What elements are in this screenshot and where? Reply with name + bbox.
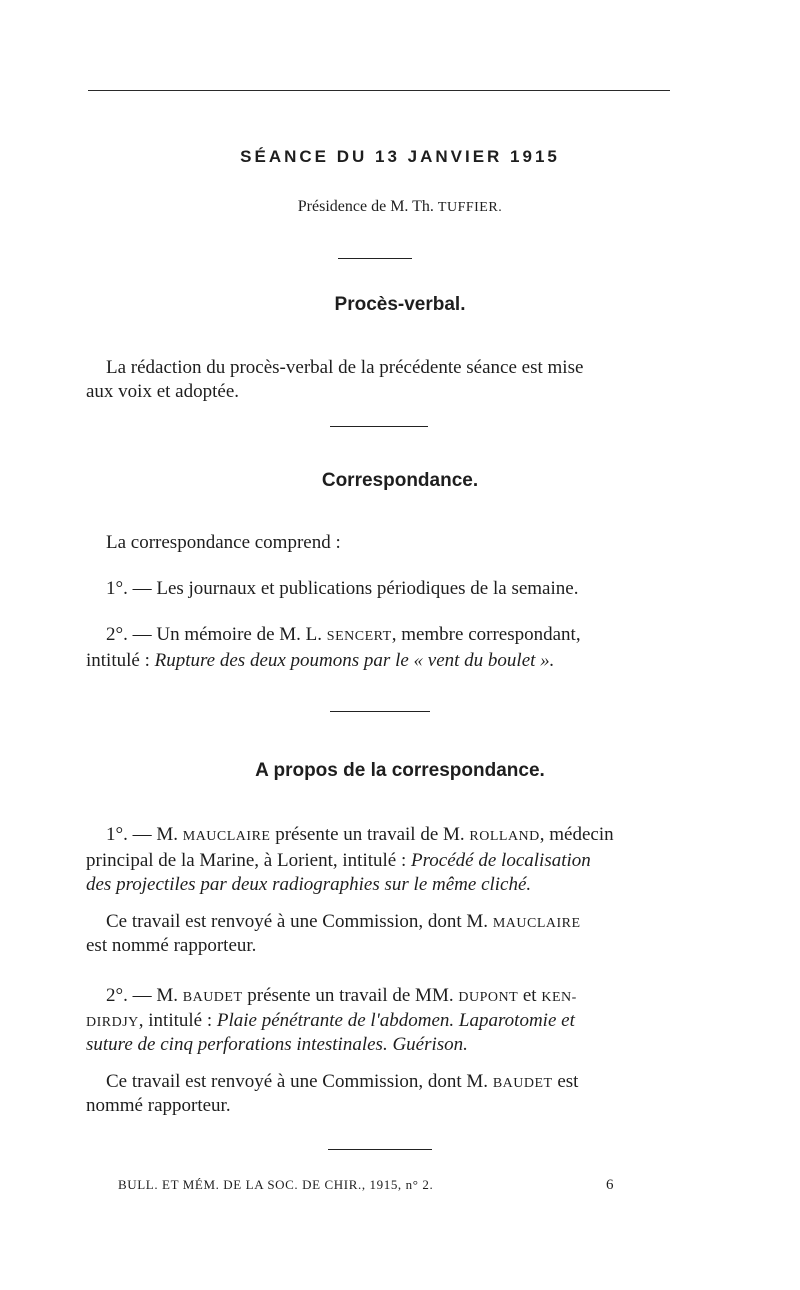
- text-run: présente un travail de MM.: [242, 985, 459, 1006]
- author-name: MAUCLAIRE: [492, 916, 581, 931]
- proces-verbal-heading: Procès-verbal.: [334, 294, 466, 315]
- text-run: est: [552, 1071, 579, 1092]
- correspondance-intro: La correspondance comprend :: [106, 532, 341, 553]
- text-run: Ce travail est renvoyé à une Commission, dont M.: [106, 1071, 493, 1092]
- text-run: Ce travail est renvoyé à une Commission, dont M.: [106, 911, 493, 932]
- a-propos-heading: A propos de la correspondance.: [255, 760, 545, 781]
- president-name: TUFFIER.: [437, 200, 503, 215]
- presidence-line: [0, 198, 800, 216]
- memoir-title: Rupture des deux poumons par le « vent du boulet ».: [154, 650, 555, 671]
- text-run: principal de la Marine, à Lorient, intitulé :: [86, 850, 412, 871]
- author-name: SENCERT: [326, 629, 392, 644]
- presidence-prefix: Présidence de M. Th.: [297, 198, 438, 215]
- author-name: KEN-: [541, 990, 577, 1005]
- text-run: , médecin: [539, 824, 614, 845]
- author-name: DUPONT: [458, 990, 519, 1005]
- a-propos-p4-line-2: nommé rapporteur.: [86, 1095, 231, 1116]
- top-rule: [88, 90, 670, 91]
- text-run: , membre correspondant,: [391, 624, 581, 645]
- a-propos-p1-line-1: [106, 822, 614, 850]
- section-separator: [338, 258, 412, 259]
- a-propos-p2-line-2: est nommé rapporteur.: [86, 935, 257, 956]
- author-name: DIRDJY: [86, 1015, 139, 1030]
- page-number: 6: [606, 1177, 615, 1193]
- text-run: et: [518, 985, 542, 1006]
- a-propos-p1-line-3: des projectiles par deux radiographies sur le même cliché.: [86, 874, 532, 895]
- author-name: ROLLAND: [469, 829, 540, 844]
- text-run: 1°. — M.: [106, 824, 183, 845]
- session-title: SÉANCE DU 13 JANVIER 1915: [240, 147, 560, 166]
- a-propos-p3-line-1: [106, 983, 577, 1011]
- text-run: , intitulé :: [138, 1010, 217, 1031]
- proces-verbal-line-1: La rédaction du procès-verbal de la précédente séance est mise: [106, 357, 584, 378]
- author-name: BAUDET: [182, 990, 243, 1005]
- text-run: 2°. — Un mémoire de M. L.: [106, 624, 327, 645]
- author-name: MAUCLAIRE: [182, 829, 271, 844]
- author-name: BAUDET: [492, 1076, 553, 1091]
- section-separator: [330, 711, 430, 712]
- work-title: Procédé de localisation: [411, 850, 591, 871]
- section-separator: [328, 1149, 432, 1150]
- footer-citation: BULL. ET MÉM. DE LA SOC. DE CHIR., 1915, n° 2.: [118, 1177, 434, 1192]
- proces-verbal-line-2: aux voix et adoptée.: [86, 381, 240, 402]
- section-separator: [330, 426, 428, 427]
- correspondance-item-2-line-2: [86, 648, 554, 674]
- text-run: présente un travail de M.: [270, 824, 470, 845]
- a-propos-p3-line-3: suture de cinq perforations intestinales. Guérison.: [86, 1034, 468, 1055]
- text-run: intitulé :: [86, 650, 155, 671]
- correspondance-item-1: 1°. — Les journaux et publications périodiques de la semaine.: [106, 578, 579, 599]
- text-run: 2°. — M.: [106, 985, 183, 1006]
- correspondance-item-2-line-1: [106, 622, 581, 650]
- correspondance-heading: Correspondance.: [321, 470, 479, 491]
- work-title: Plaie pénétrante de l'abdomen. Laparotomie et: [216, 1010, 575, 1031]
- a-propos-p1-line-2: [86, 848, 591, 874]
